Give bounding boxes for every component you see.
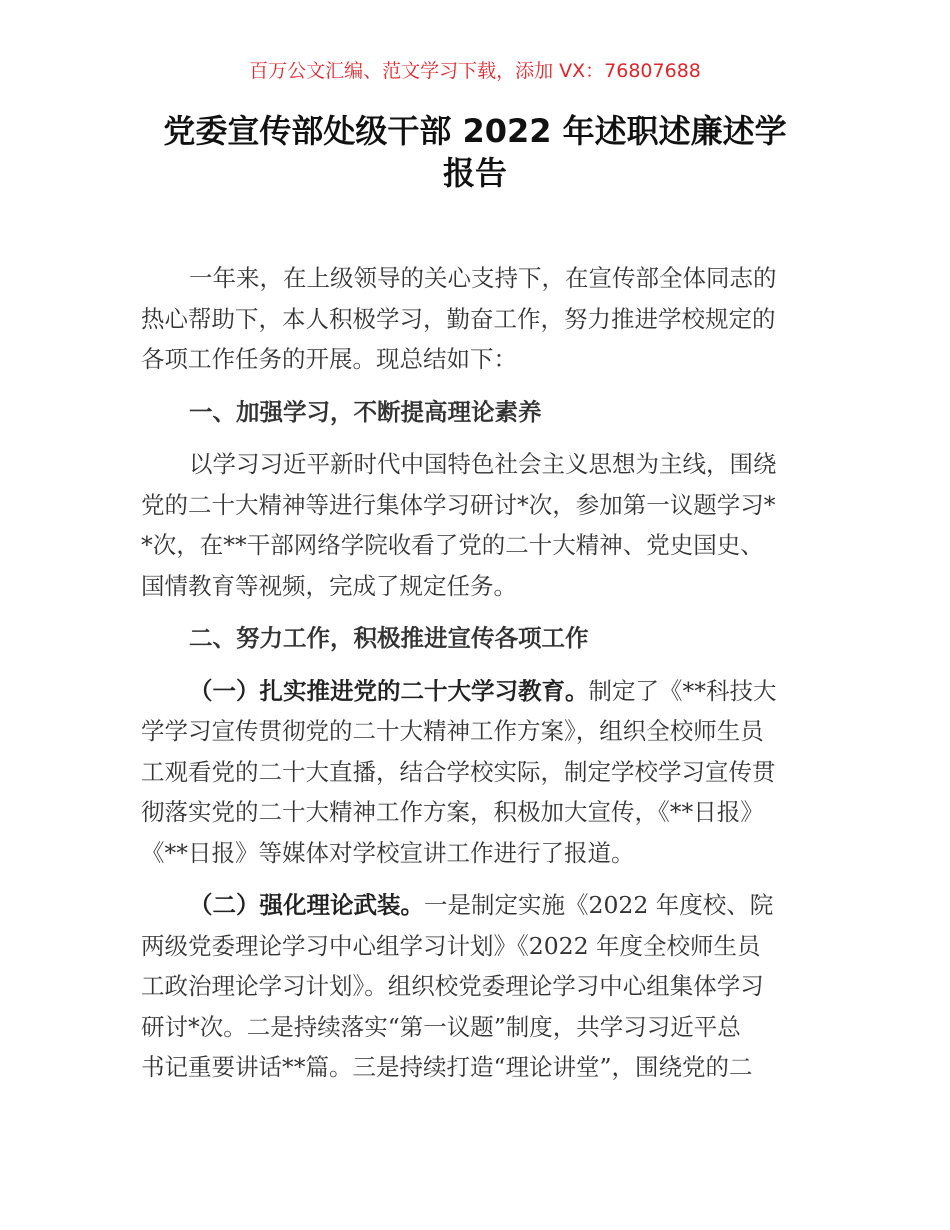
paragraph-subsection-1 — [141, 671, 821, 874]
text-line: 《**日报》等媒体对学校宣讲工作进行了报道。 — [141, 838, 635, 867]
paragraph-study — [141, 444, 821, 606]
text-line: 两级党委理论学习中心组学习计划》《2022 年度全校师生员 — [141, 931, 761, 960]
text-line: 研讨*次。二是持续落实“第一议题”制度，共学习习近平总 — [141, 1012, 741, 1041]
text-line: 工观看党的二十大直播，结合学校实际，制定学校学习宣传贯 — [141, 757, 776, 786]
document-body — [141, 258, 821, 1100]
text-line: 以学习习近平新时代中国特色社会主义思想为主线，围绕 — [189, 450, 777, 478]
text-line: *次，在**干部网络学院收看了党的二十大精神、党史国史、 — [141, 531, 764, 559]
text-line: 党的二十大精神等进行集体学习研讨*次，参加第一议题学习* — [141, 490, 776, 519]
text-line: 一年来，在上级领导的关心支持下，在宣传部全体同志的 — [189, 264, 777, 292]
text-line: 书记重要讲话**篇。三是持续打造“理论讲堂”，围绕党的二 — [141, 1053, 753, 1081]
text-segment: 一是制定实施《2022 年度校、院 — [424, 891, 774, 919]
title-line: 党委宣传部处级干部 2022 年述职述廉述学 — [163, 112, 787, 150]
text-line: 热心帮助下，本人积极学习，勤奋工作，努力推进学校规定的 — [141, 304, 776, 333]
text-line — [141, 885, 821, 926]
section-heading-1: 一、加强学习，不断提高理论素养 — [189, 397, 542, 426]
text-segment: 制定了《**科技大 — [588, 676, 777, 705]
watermark-banner: 百万公文汇编、范文学习下载，添加 VX：76807688 — [249, 60, 701, 82]
paragraph-intro — [141, 258, 821, 380]
text-line: 各项工作任务的开展。现总结如下： — [141, 345, 517, 373]
section-heading-2: 二、努力工作，积极推进宣传各项工作 — [189, 624, 589, 652]
paragraph-subsection-2 — [141, 885, 821, 1088]
subsection-lead: （二）强化理论武装。 — [189, 891, 424, 919]
title-line: 报告 — [442, 154, 507, 192]
text-line — [141, 671, 821, 712]
document-title — [130, 110, 820, 194]
subsection-lead: （一）扎实推进党的二十大学习教育。 — [189, 676, 589, 705]
text-line: 国情教育等视频，完成了规定任务。 — [141, 571, 517, 600]
text-line: 工政治理论学习计划》。组织校党委理论学习中心组集体学习 — [141, 972, 764, 1000]
text-line: 学学习宣传贯彻党的二十大精神工作方案》，组织全校师生员 — [141, 717, 764, 745]
text-line: 彻落实党的二十大精神工作方案，积极加大宣传，《**日报》 — [141, 798, 764, 826]
